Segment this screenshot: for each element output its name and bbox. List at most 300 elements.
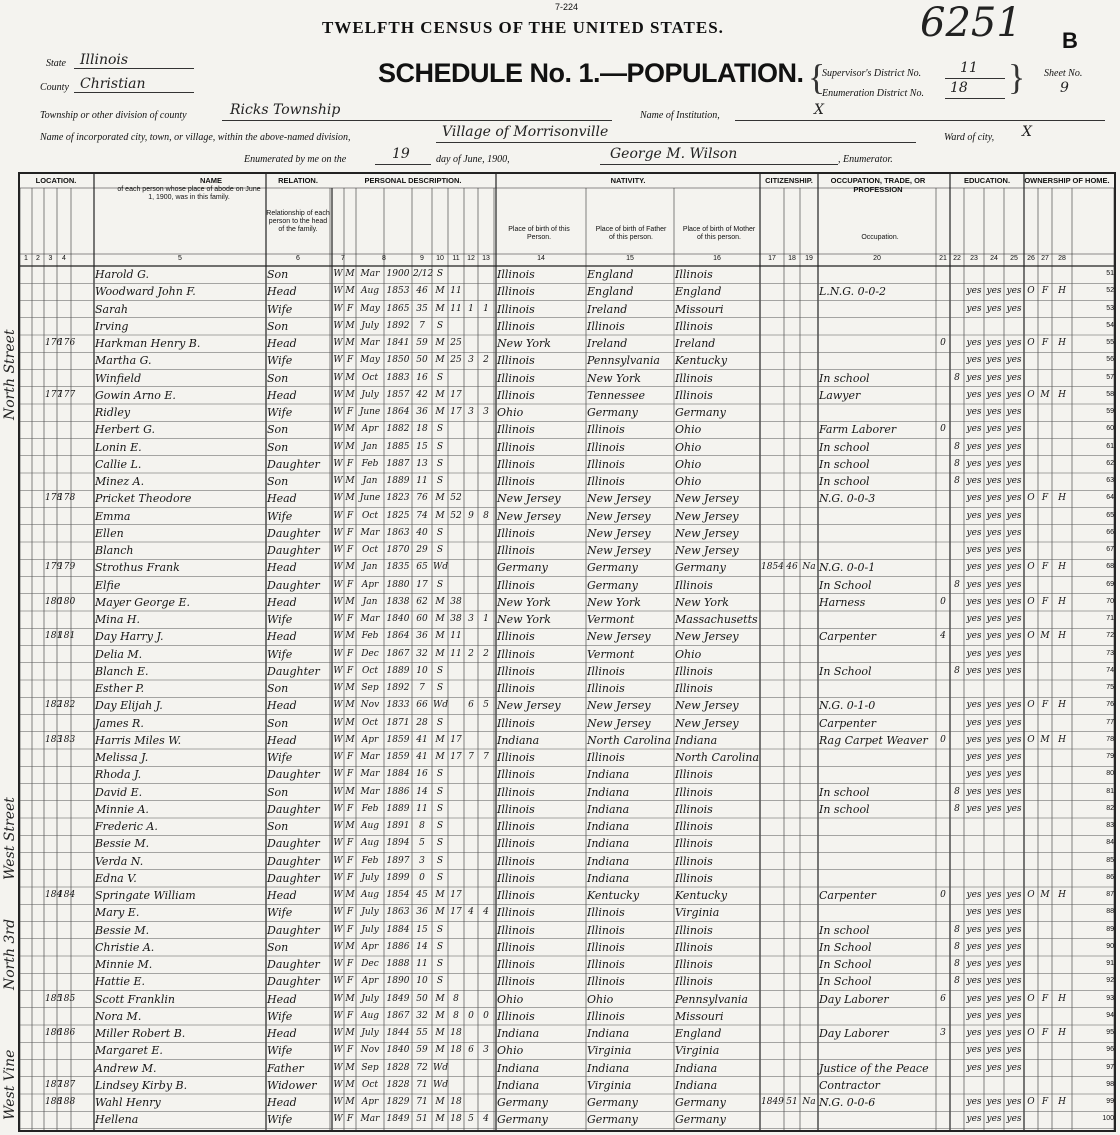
cell-marital: M (435, 648, 445, 659)
cell-age: 46 (416, 286, 428, 297)
cell-english: yes (1006, 562, 1022, 573)
cell-birth: Illinois (497, 958, 535, 971)
citizenship-header: CITIZENSHIP. (765, 176, 813, 185)
cell-sex: F (346, 355, 354, 366)
cell-mother-birth: Missouri (675, 302, 724, 316)
cell-marital: S (436, 527, 444, 538)
location-header: LOCATION. (35, 176, 77, 185)
cell-marital: S (436, 924, 444, 935)
cell-relation: Wife (267, 1009, 293, 1023)
cell-age: 60 (416, 614, 428, 624)
line-number: 79 (1106, 753, 1114, 760)
cell-name: Harkman Henry B. (95, 337, 201, 350)
cell-month: Aug (360, 838, 380, 849)
cell-occupation: In school (819, 475, 870, 488)
column-number: 9 (420, 255, 424, 262)
margin-note: North 3rd (2, 918, 18, 990)
cell-occupation: Lawyer (819, 388, 861, 402)
cell-father-birth: Illinois (587, 457, 625, 471)
cell-month: Jan (362, 562, 378, 573)
cell-year: 1864 (386, 631, 410, 642)
cell-english: yes (1006, 941, 1022, 952)
cell-marital: S (436, 821, 444, 831)
cell-english: yes (1006, 407, 1022, 417)
left-brace: { (808, 57, 826, 97)
cell-birth: Illinois (497, 768, 535, 782)
cell-month: Nov (360, 1045, 380, 1056)
cell-english: yes (1006, 579, 1022, 590)
cell-write: yes (986, 614, 1002, 624)
cell-color: W (333, 717, 343, 728)
cell-name: Rhoda J. (95, 768, 142, 782)
cell-year: 1889 (386, 803, 410, 814)
line-number: 73 (1106, 649, 1114, 657)
state-underline (74, 68, 194, 69)
line-number: 100 (1102, 1115, 1114, 1123)
cell-name: David E. (95, 785, 143, 799)
cell-mother-birth: North Carolina (675, 751, 760, 764)
cell-father-birth: New Jersey (587, 492, 651, 506)
cell-read: yes (966, 338, 982, 348)
cell-father-birth: Illinois (587, 423, 625, 437)
cell-name: Minnie M. (95, 958, 153, 971)
cell-sex: M (345, 631, 355, 642)
cell-children-born: 4 (468, 907, 474, 918)
cell-birth: Ohio (497, 406, 524, 419)
cell-school: 8 (954, 579, 960, 590)
cell-month: Apr (361, 941, 379, 952)
cell-write: yes (986, 338, 1002, 348)
cell-birth: Indiana (497, 1027, 540, 1040)
cell-father-birth: Ireland (587, 302, 628, 316)
cell-color: W (333, 1028, 343, 1038)
cell-farm: H (1058, 338, 1066, 348)
cell-mother-birth: Ireland (675, 337, 716, 350)
cell-father-birth: Germany (587, 1096, 638, 1109)
cell-month: Oct (361, 717, 379, 728)
cell-year: 1890 (386, 976, 410, 987)
cell-father-birth: Illinois (587, 1009, 625, 1023)
cell-read: yes (966, 752, 982, 762)
cell-write: yes (986, 441, 1002, 452)
cell-color: W (333, 269, 343, 279)
cell-sex: F (346, 924, 354, 935)
cell-relation: Wife (267, 406, 293, 419)
cell-years-married: 11 (450, 286, 462, 297)
cell-years-married: 17 (450, 907, 462, 918)
line-number: 86 (1106, 873, 1114, 881)
cell-write: yes (986, 1010, 1002, 1021)
cell-write: yes (986, 803, 1002, 814)
cell-write: yes (986, 527, 1002, 538)
cell-birth: Illinois (497, 578, 535, 592)
cell-mother-birth: New Jersey (675, 509, 739, 523)
cell-sex: M (345, 320, 355, 331)
column-number: 15 (626, 255, 634, 262)
birthplace-father-header: Place of birth of Father of this person. (595, 226, 667, 241)
cell-write: yes (986, 941, 1002, 952)
cell-family: 187 (58, 1079, 76, 1090)
cell-year: 1828 (386, 1062, 410, 1073)
cell-read: yes (966, 527, 982, 538)
cell-color: W (333, 476, 343, 486)
column-number: 19 (805, 255, 813, 262)
cell-mother-birth: Illinois (675, 768, 713, 782)
cell-color: W (333, 355, 343, 366)
cell-age: 7 (419, 683, 425, 693)
cell-english: yes (1006, 665, 1022, 676)
cell-father-birth: Indiana (587, 1061, 630, 1075)
cell-birth: Illinois (497, 889, 535, 902)
cell-write: yes (986, 476, 1002, 486)
cell-children-living: 3 (483, 1045, 489, 1056)
cell-color: W (333, 458, 343, 469)
line-number: 61 (1106, 442, 1114, 450)
cell-occupation: Farm Laborer (819, 423, 897, 437)
cell-relation: Wife (267, 906, 293, 920)
line-number: 78 (1106, 735, 1114, 743)
cell-children-living: 3 (483, 407, 489, 417)
cell-read: yes (966, 441, 982, 452)
cell-age: 29 (416, 545, 428, 555)
cell-family: 181 (58, 631, 76, 642)
cell-color: W (333, 1079, 343, 1090)
cell-father-birth: Vermont (587, 647, 635, 661)
cell-age: 65 (416, 562, 428, 573)
cell-year: 1840 (386, 1045, 410, 1056)
cell-month: Aug (360, 286, 380, 297)
cell-color: W (333, 562, 343, 573)
cell-write: yes (986, 303, 1002, 314)
line-number: 84 (1106, 839, 1114, 847)
cell-school: 8 (954, 458, 960, 469)
cell-year: 1886 (386, 941, 410, 952)
cell-children-born: 2 (468, 648, 474, 659)
county-label: County (40, 82, 69, 93)
cell-dwelling: 183 (45, 734, 63, 745)
cell-children-living: 0 (483, 1010, 489, 1021)
cell-family: 188 (58, 1097, 76, 1107)
cell-name: Miller Robert B. (95, 1027, 186, 1040)
line-number: 91 (1106, 960, 1114, 967)
cell-age: 45 (416, 890, 428, 900)
cell-english: yes (1006, 458, 1022, 469)
line-number: 76 (1106, 701, 1114, 709)
cell-month: Feb (361, 458, 379, 469)
cell-sex: F (346, 579, 354, 590)
cell-write: yes (986, 631, 1002, 642)
cell-birth: Illinois (497, 1009, 535, 1023)
cell-year: 1882 (386, 424, 410, 435)
enumerated-day: 19 (392, 146, 410, 162)
cell-relation: Wife (267, 509, 293, 523)
cell-years-married: 11 (450, 631, 462, 642)
cell-read: yes (966, 993, 982, 1004)
cell-birth: Illinois (497, 388, 535, 402)
cell-name: Martha G. (95, 354, 152, 368)
name-header: NAME (199, 176, 223, 185)
cell-read: yes (966, 458, 982, 469)
cell-color: W (333, 631, 343, 642)
cell-school: 8 (954, 372, 960, 383)
cell-year: 1863 (386, 527, 410, 538)
cell-relation: Head (267, 630, 297, 644)
cell-month: Mar (360, 527, 380, 538)
cell-farm: H (1058, 596, 1066, 607)
cell-color: W (333, 1097, 343, 1107)
cell-months-unemployed: 0 (940, 890, 946, 900)
cell-sex: F (346, 545, 354, 555)
line-number: 99 (1106, 1098, 1114, 1105)
cell-sex: F (346, 838, 354, 849)
birthplace-person-header: Place of birth of this Person. (508, 226, 570, 241)
cell-birth: Illinois (497, 647, 535, 661)
cell-marital: M (435, 1010, 445, 1021)
cell-mother-birth: Illinois (675, 854, 713, 868)
cell-birth: Illinois (497, 716, 535, 730)
cell-relation: Daughter (267, 837, 320, 851)
cell-occupation: Harness (819, 595, 866, 609)
cell-marital: S (436, 838, 444, 849)
cell-birth: Ohio (497, 992, 524, 1006)
line-number: 70 (1106, 597, 1114, 605)
cell-year: 1859 (386, 734, 410, 745)
cell-english: yes (1006, 441, 1022, 452)
enumeration-label: Enumeration District No. (822, 88, 924, 99)
cell-age: 50 (416, 993, 428, 1004)
cell-occupation: L.N.G. 0-0-2 (819, 285, 887, 299)
cell-year: 1889 (386, 665, 410, 676)
relation-header: RELATION. (278, 176, 318, 185)
line-number: 63 (1106, 477, 1114, 484)
cell-write: yes (986, 389, 1002, 400)
cell-age: 40 (416, 527, 428, 538)
cell-sex: M (345, 734, 355, 745)
cell-write: yes (986, 752, 1002, 762)
cell-children-living: 4 (483, 907, 489, 918)
cell-color: W (333, 407, 343, 417)
cell-year: 1838 (386, 596, 410, 607)
cell-occupation: In school (819, 371, 870, 385)
cell-father-birth: Virginia (587, 1044, 632, 1058)
cell-birth: Illinois (497, 751, 535, 764)
cell-sex: F (346, 614, 354, 624)
line-number: 74 (1106, 666, 1114, 674)
cell-name: Bessie M. (95, 923, 150, 937)
cell-school: 8 (954, 924, 960, 935)
cell-name: Irving (95, 319, 129, 333)
cell-mother-birth: New Jersey (675, 630, 739, 644)
cell-mother-birth: Indiana (675, 1061, 718, 1075)
cell-read: yes (966, 734, 982, 745)
cell-father-birth: Germany (587, 561, 638, 575)
cell-birth: Illinois (497, 940, 535, 954)
cell-month: Nov (360, 700, 380, 711)
cell-years-married: 17 (450, 752, 462, 762)
cell-relation: Son (267, 319, 289, 333)
cell-read: yes (966, 303, 982, 314)
cell-school: 8 (954, 941, 960, 952)
cell-color: W (333, 1010, 343, 1021)
cell-dwelling: 188 (45, 1097, 63, 1107)
cell-relation: Head (267, 699, 297, 713)
cell-marital: S (436, 769, 444, 780)
cell-owned: O (1027, 596, 1035, 607)
cell-father-birth: New York (587, 371, 641, 385)
cell-sex: M (345, 1062, 355, 1073)
cell-mother-birth: Germany (675, 1113, 726, 1127)
cell-birth: Illinois (497, 820, 535, 833)
cell-month: June (359, 407, 381, 417)
cell-relation: Head (267, 992, 297, 1006)
sheet-no-label: Sheet No. (1044, 68, 1083, 79)
cell-month: May (360, 355, 380, 366)
cell-mother-birth: Germany (675, 1096, 726, 1109)
cell-age: 71 (416, 1079, 428, 1090)
cell-relation: Head (267, 889, 297, 902)
cell-english: yes (1006, 303, 1022, 314)
cell-children-born: 6 (468, 1045, 474, 1056)
cell-relation: Widower (267, 1078, 317, 1092)
cell-immig: 1849 (761, 1097, 784, 1107)
cell-age: 2/12 (413, 269, 434, 279)
cell-month: Apr (361, 424, 379, 435)
cell-farm: H (1058, 890, 1066, 900)
cell-children-living: 1 (483, 303, 489, 314)
cell-marital: S (436, 665, 444, 676)
line-number: 53 (1106, 304, 1114, 312)
cell-year: 1885 (386, 441, 410, 452)
cell-name: Day Harry J. (95, 630, 164, 644)
cell-mother-birth: Indiana (675, 733, 718, 747)
cell-name: Callie L. (95, 457, 142, 471)
cell-color: W (333, 683, 343, 693)
cell-mother-birth: Virginia (675, 906, 720, 920)
cell-farm: H (1058, 493, 1066, 504)
cell-birth: Illinois (497, 371, 535, 385)
cell-father-birth: Indiana (587, 820, 630, 833)
cell-years-married: 52 (450, 493, 462, 504)
cell-read: yes (966, 510, 982, 521)
cell-year: 1825 (386, 510, 410, 521)
cell-children-living: 7 (483, 752, 489, 762)
cell-birth: Illinois (497, 664, 535, 678)
cell-marital: M (435, 631, 445, 642)
cell-years-married: 38 (450, 614, 462, 624)
cell-english: yes (1006, 338, 1022, 348)
cell-father-birth: Illinois (587, 475, 625, 488)
cell-read: yes (966, 941, 982, 952)
cell-birth: Germany (497, 561, 548, 575)
cell-children-born: 5 (468, 1114, 474, 1125)
institution-value: X (814, 102, 824, 118)
cell-father-birth: Illinois (587, 923, 625, 937)
cell-name: Herbert G. (95, 423, 155, 437)
cell-age: 8 (419, 821, 425, 831)
cell-marital: S (436, 424, 444, 435)
cell-father-birth: Illinois (587, 440, 625, 454)
column-number: 28 (1058, 255, 1066, 262)
cell-mother-birth: Kentucky (675, 889, 728, 902)
cell-relation: Wife (267, 1044, 293, 1058)
cell-mother-birth: England (675, 1027, 722, 1040)
cell-read: yes (966, 596, 982, 607)
cell-sex: F (346, 303, 354, 314)
occupation-subheader: Occupation. (861, 234, 899, 241)
cell-relation: Wife (267, 1113, 293, 1127)
cell-color: W (333, 338, 343, 348)
cell-month: Aug (360, 821, 380, 831)
cell-sex: M (345, 389, 355, 400)
cell-read: yes (966, 786, 982, 797)
cell-year: 1883 (386, 372, 410, 383)
cell-year: 1835 (386, 562, 410, 573)
cell-name: Woodward John F. (95, 285, 196, 299)
cell-month: Sep (361, 683, 379, 693)
cell-mother-birth: Illinois (675, 682, 713, 695)
cell-color: W (333, 665, 343, 676)
cell-years-us: 51 (786, 1097, 798, 1107)
cell-age: 36 (416, 907, 428, 918)
cell-year: 1867 (386, 648, 410, 659)
cell-occupation: Carpenter (819, 889, 877, 902)
cell-english: yes (1006, 631, 1022, 642)
cell-age: 35 (416, 303, 428, 314)
cell-marital: Wd (433, 562, 449, 573)
cell-mother-birth: Illinois (675, 268, 713, 281)
township-underline (222, 120, 612, 121)
cell-years-married: 18 (450, 1028, 462, 1038)
cell-occupation: In School (819, 958, 872, 971)
cell-father-birth: Indiana (587, 1027, 630, 1040)
line-number: 55 (1106, 339, 1114, 346)
cell-name: Harris Miles W. (95, 733, 182, 747)
cell-school: 8 (954, 976, 960, 987)
cell-sex: M (345, 441, 355, 452)
cell-name: Andrew M. (95, 1061, 157, 1075)
cell-english: yes (1006, 993, 1022, 1004)
cell-occupation: In School (819, 664, 872, 678)
cell-occupation: In School (819, 578, 872, 592)
column-number: 5 (178, 255, 182, 262)
cell-free: F (1041, 493, 1049, 504)
cell-marital: M (435, 1045, 445, 1056)
cell-english: yes (1006, 527, 1022, 538)
cell-english: yes (1006, 648, 1022, 659)
cell-read: yes (966, 389, 982, 400)
cell-mother-birth: Missouri (675, 1009, 724, 1023)
cell-color: W (333, 959, 343, 969)
cell-owned: O (1027, 631, 1035, 642)
cell-mother-birth: Illinois (675, 958, 713, 971)
cell-school: 8 (954, 665, 960, 676)
cell-year: 1886 (386, 786, 410, 797)
cell-age: 11 (416, 476, 428, 486)
column-number: 4 (62, 255, 66, 262)
cell-age: 14 (416, 786, 428, 797)
cell-sex: M (345, 562, 355, 573)
cell-marital: S (436, 959, 444, 969)
cell-months-unemployed: 3 (940, 1028, 946, 1038)
cell-dwelling: 187 (45, 1079, 63, 1090)
cell-english: yes (1006, 286, 1022, 297)
cell-father-birth: Tennessee (587, 388, 645, 402)
sheet-no-value: 9 (1060, 80, 1069, 96)
cell-read: yes (966, 907, 982, 918)
cell-english: yes (1006, 545, 1022, 555)
cell-sex: M (345, 424, 355, 435)
column-number: 11 (452, 255, 460, 262)
